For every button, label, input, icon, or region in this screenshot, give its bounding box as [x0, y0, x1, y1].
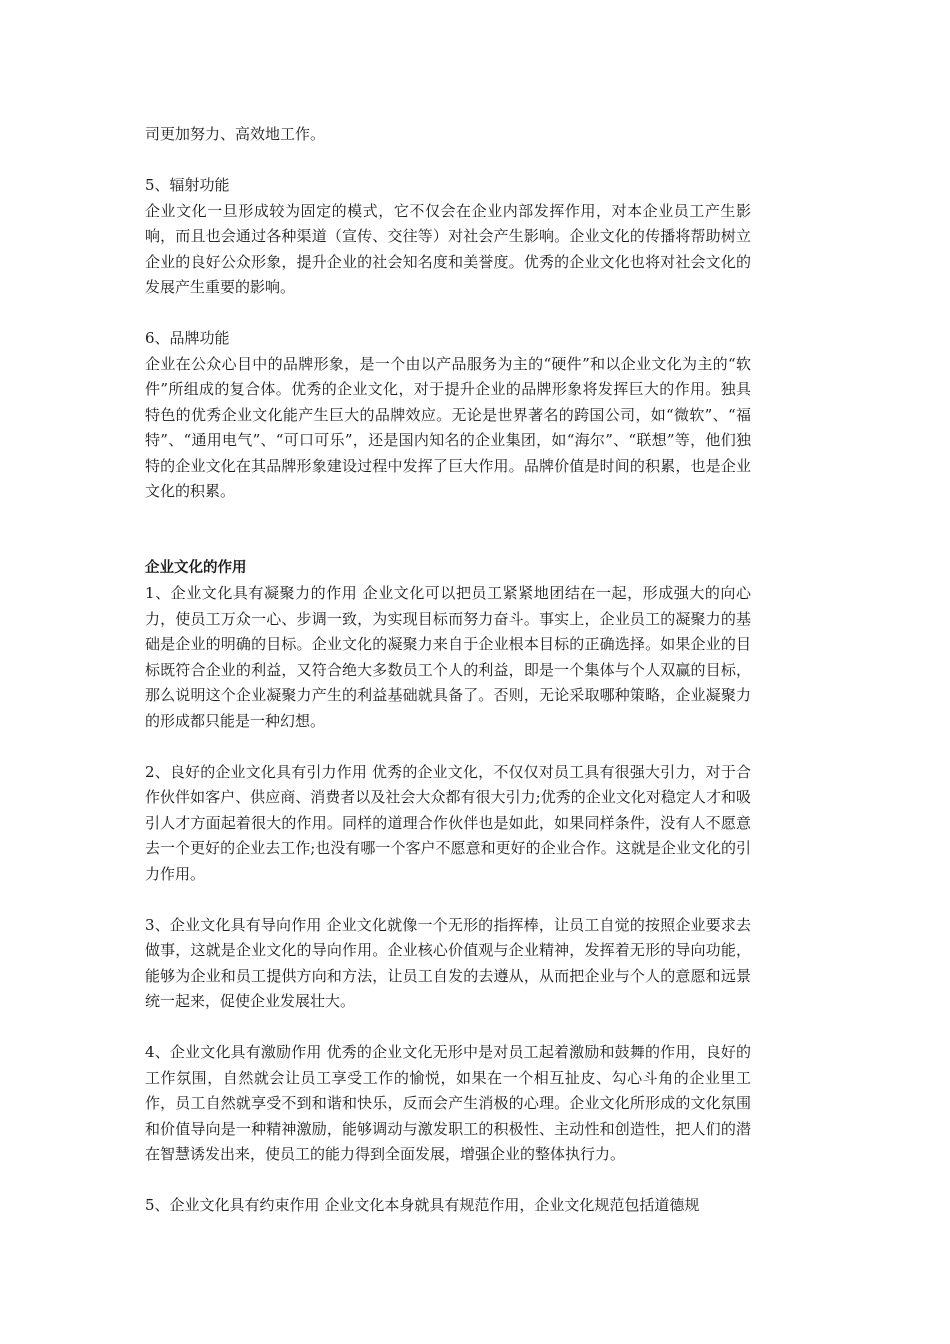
section-brand [145, 326, 751, 505]
paragraph-role-cohesion: 1、企业文化具有凝聚力的作用 企业文化可以把员工紧紧地团结在一起，形成强大的向心力，使员工万众一心、步调一致，为实现目标而努力奋斗。事实上，企业员工的凝聚力的基础是企业的明确的目标。企业文化的凝聚力来自于企业根本目标的正确选择。如果企业的目标既符合企业的利益，又符合绝大多数员工个人的利益，即是一个集体与个人双赢的目标，那么说明这个企业凝聚力产生的利益基础就具备了。否则，无论采取哪种策略，企业凝聚力的形成都只能是一种幻想。 [145, 584, 751, 730]
section-title-role: 企业文化的作用 [145, 559, 247, 576]
paragraph-continuation: 司更加努力、高效地工作。 [145, 125, 326, 143]
paragraph-role-guidance: 3、企业文化具有导向作用 企业文化就像一个无形的指挥棒，让员工自觉的按照企业要求去做事，这就是企业文化的导向作用。企业核心价值观与企业精神，发挥着无形的导向功能，能够为企业和员工提供方向和方法，让员工自发的去遵从，从而把企业与个人的意愿和远景统一起来，促使企业发展壮大。 [145, 915, 751, 1010]
paragraph-role-constraint: 5、企业文化具有约束作用 企业文化本身就具有规范作用，企业文化规范包括道德规 [145, 1196, 700, 1214]
paragraph-role-motivation: 4、企业文化具有激励作用 优秀的企业文化无形中是对员工起着激励和鼓舞的作用，良好的工作氛围，自然就会让员工享受工作的愉悦，如果在一个相互扯皮、勾心斗角的企业里工作，员工自然就享受不到和谐和快乐，反而会产生消极的心理。企业文化所形成的文化氛围和价值导向是一种精神激励，能够调动与激发职工的积极性、主动性和创造性，把人们的潜在智慧诱发出来，使员工的能力得到全面发展，增强企业的整体执行力。 [145, 1043, 751, 1163]
section-radiation [145, 173, 751, 301]
paragraph-role-attraction: 2、良好的企业文化具有引力作用 优秀的企业文化，不仅仅对员工具有很强大引力，对于合作伙伴如客户、供应商、消费者以及社会大众都有很大引力;优秀的企业文化对稳定人才和吸引人才方面起着很大的作用。同样的道理合作伙伴也是如此，如果同样条件，没有人不愿意去一个更好的企业去工作;也没有哪一个客户不愿意和更好的企业合作。这就是企业文化的引力作用。 [145, 762, 751, 883]
subheading-radiation: 5、辐射功能 [145, 176, 230, 194]
section-role [145, 556, 751, 735]
subheading-brand: 6、品牌功能 [145, 329, 230, 347]
paragraph-brand: 企业在公众心目中的品牌形象，是一个由以产品服务为主的“硬件”和以企业文化为主的“软件”所组成的复合体。优秀的企业文化，对于提升企业的品牌形象将发挥巨大的作用。独具特色的优秀企业文化能产生巨大的品牌效应。无论是世界著名的跨国公司，如“微软”、“福特”、“通用电气”、“可口可乐”，还是国内知名的企业集团，如“海尔”、“联想”等，他们独特的企业文化在其品牌形象建设过程中发挥了巨大作用。品牌价值是时间的积累，也是企业文化的积累。 [145, 354, 751, 500]
document-body [145, 122, 751, 1244]
paragraph-radiation: 企业文化一旦形成较为固定的模式，它不仅会在企业内部发挥作用，对本企业员工产生影响，而且也会通过各种渠道（宣传、交往等）对社会产生影响。企业文化的传播将帮助树立企业的良好公众形象，提升企业的社会知名度和美誉度。优秀的企业文化也将对社会文化的发展产生重要的影响。 [145, 201, 751, 296]
